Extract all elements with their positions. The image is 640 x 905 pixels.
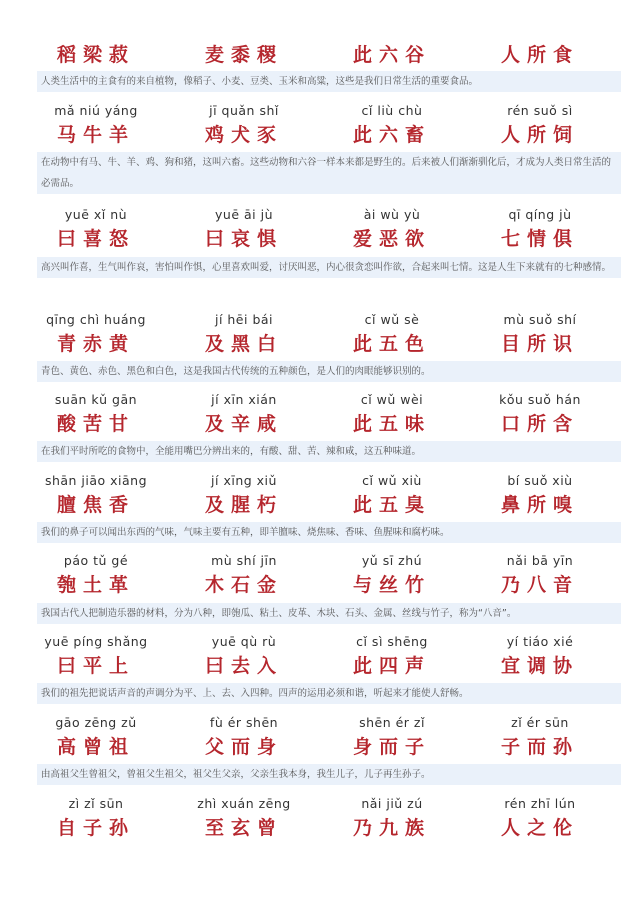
verse-phrase: 人所饲 [500,123,579,146]
verse-phrase: 酸苦甘 [56,412,135,435]
pinyin-text: ài wù yù [363,207,421,222]
verse-section [0,38,640,68]
pinyin-text: cǐ liù chù [361,103,423,118]
verse-phrase: 子而孙 [500,735,579,758]
verse-section [0,96,640,148]
pinyin-text: yuē qù rù [211,634,277,649]
verse-phrase: 宜调协 [500,654,579,677]
explanation-text: 在动物中有马、牛、羊、鸡、狗和猪，这叫六畜。这些动物和六谷一样本来都是野生的。后来被人们渐渐驯化后，才成为人类日常生活的必需品。 [37,152,621,194]
pinyin-text: yǔ sī zhú [361,553,423,568]
verse-phrase: 爱恶欲 [352,227,431,250]
chars-row [0,222,640,252]
pinyin-text: jí hēi bái [214,312,274,327]
explanation-text: 我国古代人把制造乐器的材料，分为八种，即匏瓜、粘土、皮革、木块、石头、金属、丝线与竹子，称为“八音”。 [37,603,621,624]
pinyin-text: nǎi bā yīn [506,553,574,568]
verse-section [0,305,640,357]
pinyin-text: yuē āi jù [215,207,273,222]
pinyin-text: cǐ wǔ xiù [362,473,422,488]
explanation-text: 青色、黄色、赤色、黑色和白色，这是我国古代传统的五种颜色，是人们的肉眼能够识别的。 [37,361,621,382]
pinyin-row [0,708,640,730]
verse-phrase: 及腥朽 [204,493,283,516]
pinyin-text: gāo zēng zǔ [55,715,137,730]
verse-phrase: 鼻所嗅 [500,493,579,516]
pinyin-text: cǐ sì shēng [356,634,428,649]
explanation-text: 由高祖父生曾祖父，曾祖父生祖父，祖父生父亲，父亲生我本身，我生儿子，儿子再生孙子。 [37,764,621,785]
verse-phrase: 曰哀惧 [204,227,283,250]
verse-phrase: 目所识 [500,332,579,355]
verse-phrase: 与丝竹 [352,573,431,596]
verse-phrase: 鸡犬豕 [204,123,283,146]
verse-phrase: 此五臭 [352,493,431,516]
pinyin-text: jí xīn xián [211,392,277,407]
verse-phrase: 曰平上 [56,654,135,677]
explanation-text: 我们的鼻子可以闻出东西的气味，气味主要有五种，即羊膻味、烧焦味、香味、鱼腥味和腐朽味。 [37,522,621,543]
pinyin-row [0,789,640,811]
verse-phrase: 人所食 [500,43,579,66]
pinyin-text: jí xīng xiǔ [211,473,277,488]
explanation-text: 人类生活中的主食有的来自植物，像稻子、小麦、豆类、玉米和高粱，这些是我们日常生活的重要食品。 [37,71,621,92]
pinyin-text: qīng chì huáng [46,312,146,327]
verse-phrase: 木石金 [204,573,283,596]
pinyin-text: fù ér shēn [209,715,279,730]
verse-phrase: 乃九族 [352,816,431,839]
pinyin-text: cǐ wǔ sè [364,312,420,327]
chars-row [0,407,640,437]
pinyin-text: zhì xuán zēng [197,796,291,811]
verse-phrase: 曰喜怒 [56,227,135,250]
verse-phrase: 此六畜 [352,123,431,146]
verse-phrase: 七情俱 [500,227,579,250]
verse-phrase: 父而身 [204,735,283,758]
pinyin-row [0,546,640,568]
pinyin-text: cǐ wǔ wèi [360,392,424,407]
pinyin-text: zì zǐ sūn [68,796,124,811]
pinyin-row [0,627,640,649]
pinyin-text: suān kǔ gān [54,392,138,407]
pinyin-row [0,305,640,327]
explanation-text: 在我们平时所吃的食物中，全能用嘴巴分辨出来的，有酸、甜、苦、辣和咸，这五种味道。 [37,441,621,462]
chars-row [0,568,640,598]
verse-phrase: 身而子 [352,735,431,758]
verse-section [0,200,640,252]
verse-phrase: 马牛羊 [56,123,135,146]
verse-section [0,546,640,598]
pinyin-text: shān jiāo xiāng [44,473,148,488]
verse-phrase: 此五色 [352,332,431,355]
pinyin-row [0,96,640,118]
chars-row [0,649,640,679]
verse-phrase: 麦黍稷 [204,43,283,66]
chars-row [0,327,640,357]
chars-row [0,118,640,148]
pinyin-text: mǎ niú yáng [54,103,138,118]
pinyin-row [0,466,640,488]
verse-phrase: 自子孙 [56,816,135,839]
verse-phrase: 曰去入 [204,654,283,677]
verse-phrase: 高曾祖 [56,735,135,758]
verse-phrase: 此五味 [352,412,431,435]
verse-phrase: 至玄曾 [204,816,283,839]
pinyin-text: mù shí jīn [211,553,277,568]
pinyin-text: páo tǔ gé [63,553,129,568]
pinyin-text: rén zhī lún [504,796,576,811]
verse-phrase: 及辛咸 [204,412,283,435]
pinyin-text: yuē píng shǎng [44,634,148,649]
verse-phrase: 此四声 [352,654,431,677]
chars-row [0,730,640,760]
verse-phrase: 稻梁菽 [56,43,135,66]
chars-row [0,38,640,68]
verse-section [0,708,640,760]
chars-row [0,488,640,518]
pinyin-text: nǎi jiǔ zú [361,796,423,811]
pinyin-text: bí suǒ xiù [507,473,573,488]
pinyin-row [0,385,640,407]
pinyin-text: rén suǒ sì [507,103,573,118]
pinyin-text: kǒu suǒ hán [499,392,581,407]
verse-section [0,627,640,679]
pinyin-text: yuē xǐ nù [64,207,128,222]
verse-section [0,466,640,518]
verse-phrase: 乃八音 [500,573,579,596]
verse-phrase: 及黑白 [204,332,283,355]
chars-row [0,811,640,841]
verse-phrase: 口所含 [500,412,579,435]
pinyin-text: jī quǎn shǐ [209,103,279,118]
pinyin-text: zǐ ér sūn [511,715,569,730]
verse-phrase: 此六谷 [352,43,431,66]
pinyin-text: qī qíng jù [508,207,572,222]
pinyin-text: yí tiáo xié [506,634,574,649]
verse-section [0,789,640,841]
verse-section [0,385,640,437]
verse-phrase: 人之伦 [500,816,579,839]
verse-phrase: 匏土革 [56,573,135,596]
verse-phrase: 青赤黄 [56,332,135,355]
pinyin-row [0,200,640,222]
explanation-text: 我们的祖先把说话声音的声调分为平、上、去、入四种。四声的运用必须和谐，听起来才能使人舒畅。 [37,683,621,704]
explanation-text: 高兴叫作喜，生气叫作哀，害怕叫作惧，心里喜欢叫爱，讨厌叫恶，内心很贪恋叫作欲，合起来叫七情。这是人生下来就有的七种感情。 [37,257,621,278]
verse-phrase: 膻焦香 [56,493,135,516]
pinyin-text: shēn ér zǐ [359,715,425,730]
pinyin-text: mù suǒ shí [503,312,577,327]
